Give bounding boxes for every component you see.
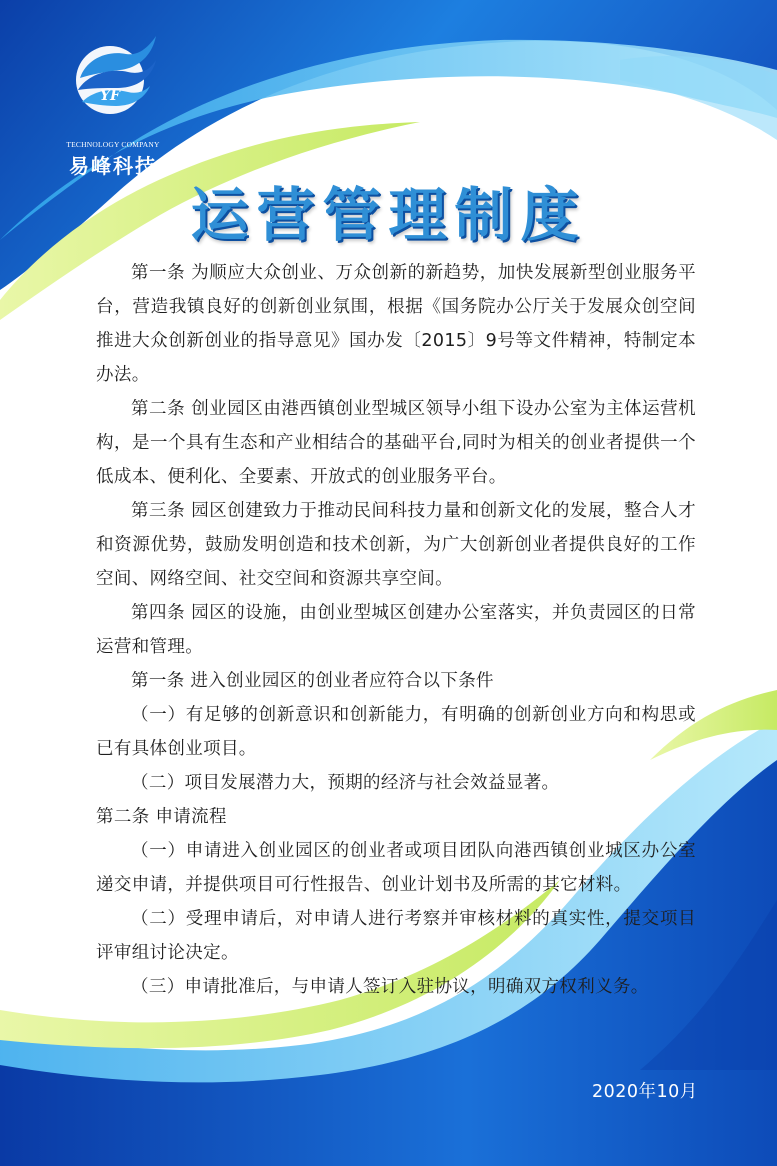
page-title: 运营管理制度	[190, 181, 587, 249]
svg-text:YF: YF	[100, 88, 120, 104]
regulation-body	[96, 256, 696, 1004]
regulation-paragraph: （三）申请批准后，与申请人签订入驻协议，明确双方权利义务。	[131, 977, 649, 997]
regulation-paragraph: 第三条 园区创建致力于推动民间科技力量和创新文化的发展，整合人才和资源优势，鼓励发明创造和技术创新，为广大创新创业者提供良好的工作空间、网络空间、社交空间和资源共享空间。	[96, 501, 696, 589]
regulation-paragraph: （二）项目发展潜力大，预期的经济与社会效益显著。	[131, 773, 560, 793]
regulation-paragraph: （二）受理申请后，对申请人进行考察并审核材料的真实性，提交项目评审组讨论决定。	[96, 909, 696, 963]
regulation-paragraph: （一）申请进入创业园区的创业者或项目团队向港西镇创业城区办公室递交申请，并提供项目可行性报告、创业计划书及所需的其它材料。	[96, 841, 696, 895]
regulation-paragraph: 第四条 园区的设施，由创业型城区创建办公室落实，并负责园区的日常运营和管理。	[96, 603, 696, 657]
wave-globe-logo-icon	[66, 30, 158, 122]
logo-english-text: TECHNOLOGY COMPANY	[66, 140, 160, 149]
issue-date: 2020年10月	[592, 1082, 698, 1102]
company-logo	[58, 30, 168, 178]
logo-chinese-text: 易峰科技	[69, 154, 157, 178]
regulation-paragraph: 第一条 进入创业园区的创业者应符合以下条件	[131, 671, 494, 691]
regulation-paragraph: 第二条 申请流程	[96, 807, 227, 827]
regulation-paragraph: （一）有足够的创新意识和创新能力，有明确的创新创业方向和构思或已有具体创业项目。	[96, 705, 696, 759]
regulation-paragraph: 第一条 为顺应大众创业、万众创新的新趋势，加快发展新型创业服务平台，营造我镇良好的创新创业氛围，根据《国务院办公厅关于发展众创空间推进大众创新创业的指导意见》国办发〔2015〕9号等文件精神，特制定本办法。	[96, 263, 696, 385]
regulation-paragraph: 第二条 创业园区由港西镇创业型城区领导小组下设办公室为主体运营机构，是一个具有生态和产业相结合的基础平台,同时为相关的创业者提供一个低成本、便利化、全要素、开放式的创业服务平台。	[96, 399, 696, 487]
